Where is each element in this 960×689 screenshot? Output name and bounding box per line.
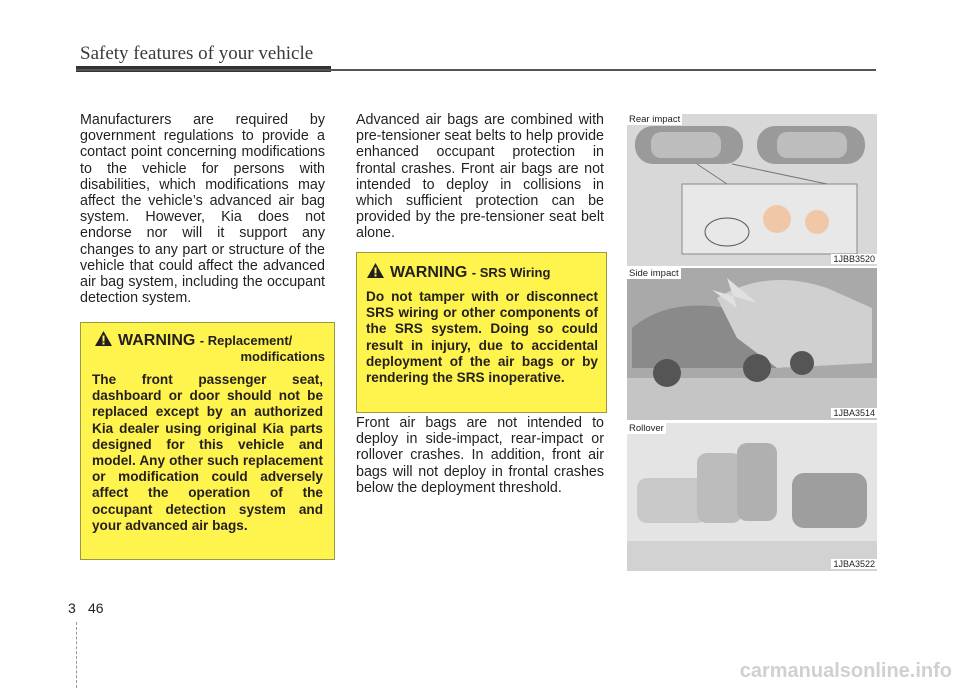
figure-label: Rear impact [629, 114, 681, 125]
col2-paragraph-1: Advanced air bags are combined with pre-tensioner seat belts to help provide enhanced occupant protection in frontal crashes. Front air bags are not intended to deploy in collisions in which sufficient protection can be provided by the pre-tensioner seat belt alone. [356, 112, 604, 242]
warning-heading [95, 332, 200, 349]
warning-title: WARNING [390, 264, 468, 281]
footer-divider [76, 622, 78, 688]
warning-subtitle-cont: modifications [240, 349, 325, 364]
warning-box-replacement [80, 322, 335, 560]
figure-label: Side impact [629, 268, 679, 279]
figure-rollover [627, 423, 877, 571]
warning-box-srs-wiring [356, 252, 607, 413]
figure-code: 1JBA3514 [833, 408, 875, 418]
figure-code: 1JBB3520 [833, 254, 875, 264]
warning-triangle-icon [95, 331, 112, 346]
figure-code: 1JBA3522 [833, 559, 875, 569]
page-number: 46 [88, 600, 104, 616]
warning-body: Do not tamper with or disconnect SRS wiring or other components of the SRS system. Doing so could result in injury, due to accidental deployment of the air bags or by rendering the SRS inoperative. [366, 289, 598, 386]
col1-paragraph: Manufacturers are required by government regulations to provide a contact point concerning modifications to the vehicle for persons with disabilities, which modifications may affect the vehicle’s advanced air bag system. However, Kia does not endorse nor will it support any changes to any part or structure of the vehicle that could affect the advanced air bag system, including the occupant detection system. [80, 112, 325, 307]
rear-impact-illustration [627, 114, 877, 266]
figure-side-impact [627, 268, 877, 420]
rollover-illustration [627, 423, 877, 571]
header-rule [76, 69, 876, 71]
col2-paragraph-2: Front air bags are not intended to deploy in side-impact, rear-impact or rollover crashes. In addition, front air bags will not deploy in frontal crashes below the deployment threshold. [356, 415, 604, 496]
watermark: carmanualsonline.info [739, 660, 952, 682]
figure-label: Rollover [629, 423, 664, 434]
warning-title: WARNING [118, 332, 196, 349]
page-header-title: Safety features of your vehicle [80, 43, 314, 64]
side-impact-illustration [627, 268, 877, 420]
warning-triangle-icon [367, 263, 384, 278]
warning-subtitle: - SRS Wiring [471, 265, 551, 280]
warning-subtitle: - Replacement/ [199, 333, 293, 348]
warning-heading [367, 264, 472, 281]
warning-body: The front passenger seat, dashboard or door should not be replaced except by an authorized Kia dealer using original Kia parts designed for this vehicle and model. Any other such replacement or modification could adversely affect the operation of the occupant detection system and your advanced air bags. [92, 372, 323, 533]
chapter-number: 3 [68, 600, 76, 616]
figure-rear-impact [627, 114, 877, 266]
